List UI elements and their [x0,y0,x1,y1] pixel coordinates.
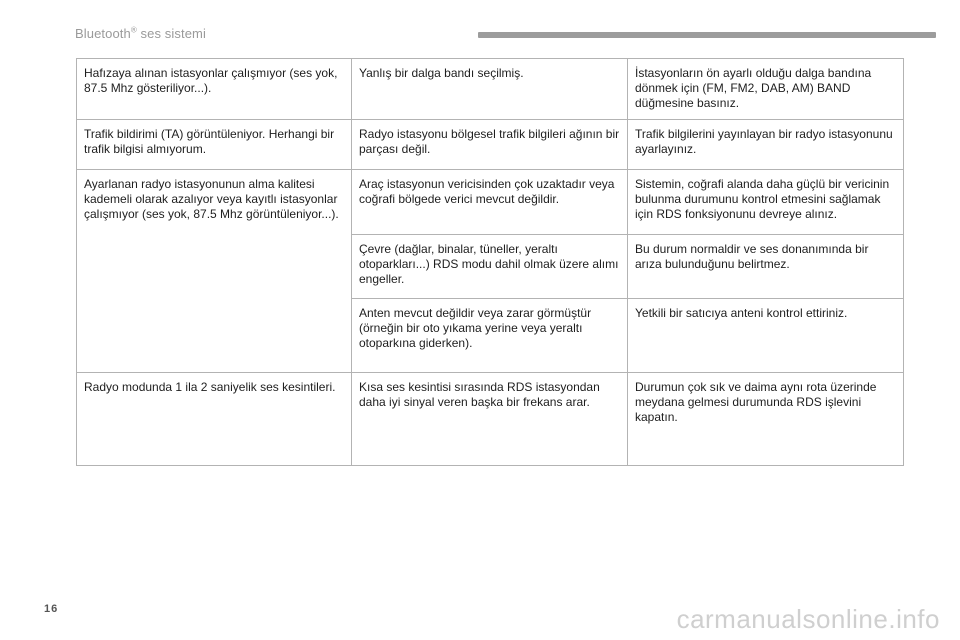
solution-cell: Durumun çok sık ve daima aynı rota üzerinde meydana gelmesi durumunda RDS işlevini kapatın. [628,373,904,466]
cause-cell: Araç istasyonun vericisinden çok uzaktadır veya coğrafi bölgede verici mevcut değildir. [352,170,628,235]
page-header-title [75,26,206,42]
table-row [77,120,904,170]
problem-cell: Trafik bildirimi (TA) görüntüleniyor. Herhangi bir trafik bilgisi almıyorum. [77,120,352,170]
table-row [77,59,904,120]
header-title-prefix: Bluetooth [75,26,131,41]
cause-cell: Anten mevcut değildir veya zarar görmüştür (örneğin bir oto yıkama yerine veya yeraltı otoparkına giderken). [352,299,628,373]
solution-cell: İstasyonların ön ayarlı olduğu dalga bandına dönmek için (FM, FM2, DAB, AM) BAND düğmesine basınız. [628,59,904,120]
header-divider-bar [478,32,936,38]
solution-cell: Trafik bilgilerini yayınlayan bir radyo istasyonunu ayarlayınız. [628,120,904,170]
problem-cell: Ayarlanan radyo istasyonunun alma kalitesi kademeli olarak azalıyor veya kayıtlı istasyonlar çalışmıyor (ses yok, 87.5 Mhz görüntüleniyor...). [77,170,352,373]
troubleshooting-table [76,58,904,466]
solution-cell: Yetkili bir satıcıya anteni kontrol ettiriniz. [628,299,904,373]
solution-cell: Bu durum normaldir ve ses donanımında bir arıza bulunduğunu belirtmez. [628,235,904,299]
problem-cell: Radyo modunda 1 ila 2 saniyelik ses kesintileri. [77,373,352,466]
table-row [77,170,904,235]
cause-cell: Yanlış bir dalga bandı seçilmiş. [352,59,628,120]
cause-cell: Radyo istasyonu bölgesel trafik bilgileri ağının bir parçası değil. [352,120,628,170]
cause-cell: Kısa ses kesintisi sırasında RDS istasyondan daha iyi sinyal veren başka bir frekans arar. [352,373,628,466]
header-title-suffix: ses sistemi [136,26,206,41]
table-row [77,373,904,466]
registered-mark: ® [130,25,137,35]
cause-cell: Çevre (dağlar, binalar, tüneller, yeraltı otoparkları...) RDS modu dahil olmak üzere alımı engeller. [352,235,628,299]
problem-cell: Hafızaya alınan istasyonlar çalışmıyor (ses yok, 87.5 Mhz gösteriliyor...). [77,59,352,120]
solution-cell: Sistemin, coğrafi alanda daha güçlü bir vericinin bulunma durumunu kontrol etmesini sağlamak için RDS fonksiyonunu devreye alınız. [628,170,904,235]
page-number: 16 [44,603,59,615]
watermark-text: carmanualsonline.info [676,604,940,634]
